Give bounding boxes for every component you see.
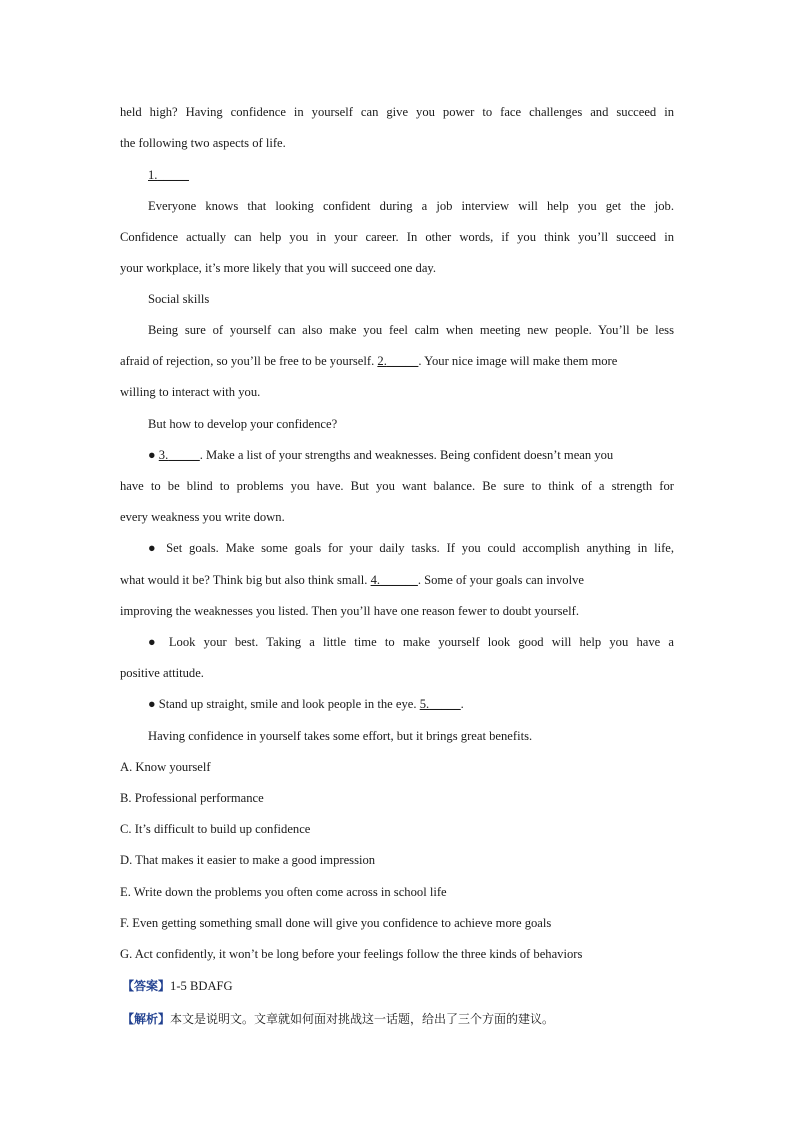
answer-text: 1-5 BDAFG: [170, 979, 233, 993]
bullet-know-yourself-line-2: have to be blind to problems you have. But you want balance. Be sure to think of a strength for: [120, 479, 674, 493]
paragraph-intro-line-2: the following two aspects of life.: [120, 136, 286, 150]
bullet-know-yourself-line-3: every weakness you write down.: [120, 510, 285, 524]
heading-social-skills: Social skills: [148, 292, 210, 306]
question-4-number: 4.: [370, 573, 381, 587]
paragraph-social-line-1: Being sure of yourself can also make you feel calm when meeting new people. You’ll be less: [148, 323, 674, 337]
text-segment: . Make a list of your strengths and weaknesses. Being confident doesn’t mean you: [199, 448, 614, 462]
bullet-set-goals-line-3: improving the weaknesses you listed. Then you’ll have one reason fewer to doubt yourself.: [120, 604, 579, 618]
text-segment: ● Stand up straight, smile and look people in the eye.: [148, 697, 417, 711]
answer-line: [122, 978, 233, 994]
bullet-set-goals-line-2: [120, 572, 584, 588]
analysis-line: [122, 1011, 554, 1027]
bullet-look-best-line-1: ● Look your best. Taking a little time to make yourself look good will help you have a: [148, 635, 674, 649]
question-4-blank: ______: [380, 573, 418, 587]
option-e: E. Write down the problems you often come across in school life: [120, 885, 447, 899]
option-a: A. Know yourself: [120, 760, 211, 774]
text-segment: . Your nice image will make them more: [418, 354, 618, 368]
bullet-stand-up-line: [148, 696, 464, 712]
question-3-number: 3.: [158, 448, 169, 462]
question-1: [148, 167, 189, 183]
option-b: B. Professional performance: [120, 791, 264, 805]
answer-label: 【答案】: [122, 979, 171, 993]
question-1-blank: _____: [157, 168, 189, 182]
bullet-know-yourself-line-1: [148, 447, 613, 463]
paragraph-career-line-2: Confidence actually can help you in your career. In other words, if you think you’ll succeed in: [120, 230, 674, 244]
text-segment: what would it be? Think big but also think small.: [120, 573, 368, 587]
bullet-set-goals-line-1: ● Set goals. Make some goals for your daily tasks. If you could accomplish anything in life,: [148, 541, 674, 555]
option-d: D. That makes it easier to make a good impression: [120, 853, 376, 867]
text-segment: . Some of your goals can involve: [417, 573, 584, 587]
bullet-icon: ●: [148, 448, 156, 462]
analysis-text: 本文是说明文。文章就如何面对挑战这一话题，给出了三个方面的建议。: [170, 1012, 555, 1026]
option-c: C. It’s difficult to build up confidence: [120, 822, 311, 836]
paragraph-social-line-3: willing to interact with you.: [120, 385, 261, 399]
option-f: F. Even getting something small done will give you confidence to achieve more goals: [120, 916, 552, 930]
paragraph-intro-line-1: held high? Having confidence in yourself can give you power to face challenges and succeed in: [120, 105, 674, 119]
closing-sentence: Having confidence in yourself takes some effort, but it brings great benefits.: [148, 729, 533, 743]
paragraph-career-line-1: Everyone knows that looking confident during a job interview will help you get the job.: [148, 199, 674, 213]
paragraph-social-line-2: [120, 353, 617, 369]
question-2-number: 2.: [377, 354, 387, 368]
question-5-blank: _____: [429, 697, 461, 711]
question-3: [159, 448, 200, 462]
question-2-blank: _____: [386, 354, 419, 368]
question-5-number: 5.: [419, 697, 430, 711]
question-1-number: 1.: [148, 168, 158, 182]
question-develop-confidence: But how to develop your confidence?: [148, 417, 338, 431]
question-3-blank: _____: [168, 448, 200, 462]
analysis-label: 【解析】: [122, 1012, 171, 1026]
question-5: [420, 697, 461, 711]
question-2: [377, 354, 418, 368]
text-segment: afraid of rejection, so you’ll be free to be yourself.: [120, 354, 375, 368]
text-segment: .: [460, 697, 464, 711]
bullet-look-best-line-2: positive attitude.: [120, 666, 204, 680]
question-4: [371, 573, 418, 587]
option-g: G. Act confidently, it won’t be long before your feelings follow the three kinds of behaviors: [120, 947, 583, 961]
paragraph-career-line-3: your workplace, it’s more likely that you will succeed one day.: [120, 261, 437, 275]
